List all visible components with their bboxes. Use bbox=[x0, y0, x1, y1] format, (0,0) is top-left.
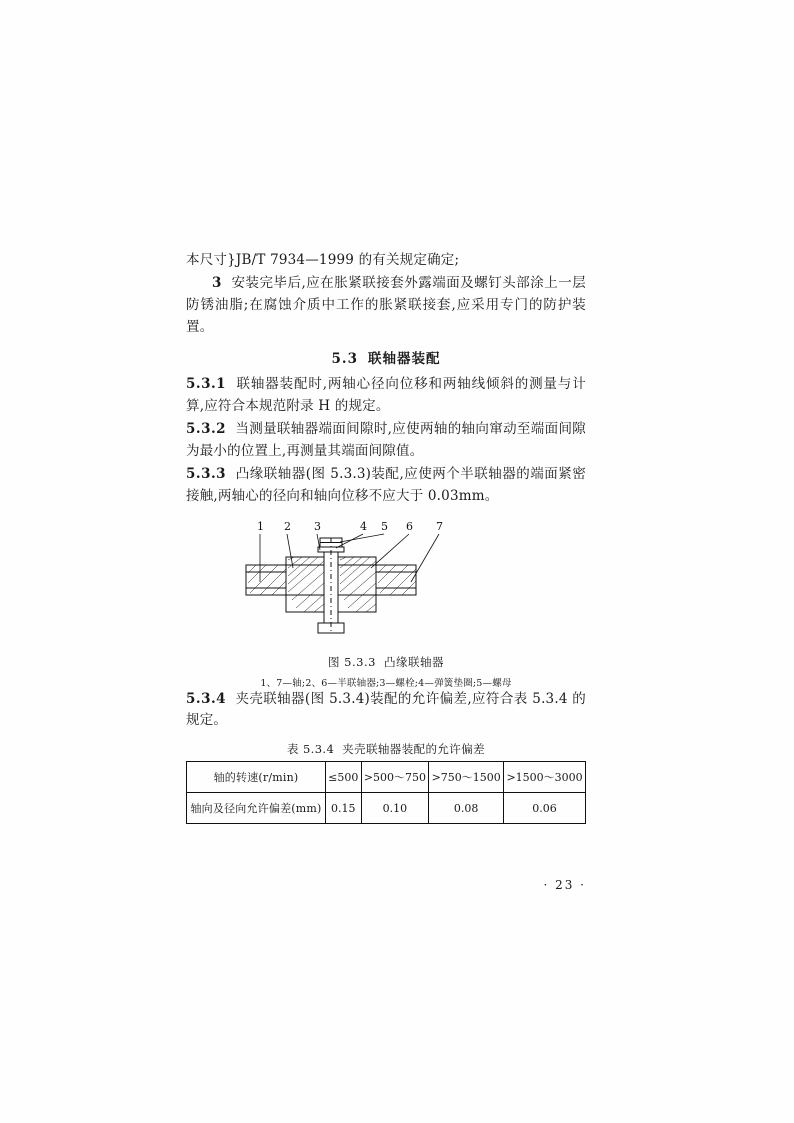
callout-1: 1 bbox=[257, 519, 264, 533]
clause-5-3-4-text: 夹壳联轴器(图 5.3.4)装配的允许偏差,应符合表 5.3.4 的规定。 bbox=[186, 690, 587, 729]
table-caption-number: 表 5.3.4 bbox=[286, 742, 335, 757]
table-cell: >500～750 bbox=[361, 762, 429, 793]
page-content bbox=[186, 250, 586, 824]
clause-5-3-4-number: 5.3.4 bbox=[186, 690, 227, 707]
section-number: 5.3 bbox=[331, 351, 358, 368]
figure-caption bbox=[186, 654, 586, 670]
clause-5-3-1-number: 5.3.1 bbox=[186, 376, 227, 393]
clause-5-3-2 bbox=[186, 419, 586, 463]
callout-2: 2 bbox=[284, 519, 291, 533]
figure-caption-title: 凸缘联轴器 bbox=[383, 654, 444, 669]
paragraph-item-3-text: 安装完毕后,应在胀紧联接套外露端面及螺钉头部涂上一层防锈油脂;在腐蚀介质中工作的胀紧联接套,应采用专门的防护装置。 bbox=[186, 274, 586, 335]
flange-coupling-drawing bbox=[236, 520, 536, 648]
table-cell: >1500～3000 bbox=[504, 762, 586, 793]
callout-5: 5 bbox=[381, 519, 388, 533]
table-cell: 0.06 bbox=[504, 793, 586, 824]
table-cell: ≤500 bbox=[326, 762, 362, 793]
tolerance-table bbox=[186, 761, 586, 824]
figure-legend: 1、7—轴;2、6—半联轴器;3—螺栓;4—弹簧垫圈;5—螺母 bbox=[260, 677, 512, 689]
section-heading-5-3 bbox=[186, 347, 586, 367]
clause-5-3-4 bbox=[186, 689, 586, 733]
table-cell: 0.08 bbox=[429, 793, 504, 824]
figure-caption-number: 图 5.3.3 bbox=[328, 654, 376, 669]
page-number: · 23 · bbox=[543, 878, 586, 892]
paragraph-dimension-ref: 本尺寸}JB/T 7934—1999 的有关规定确定; bbox=[186, 252, 460, 268]
table-row bbox=[187, 793, 586, 824]
paragraph-item-3 bbox=[186, 273, 586, 339]
callout-4: 4 bbox=[360, 519, 367, 533]
table-row-header: 轴的转速(r/min) bbox=[187, 762, 326, 793]
clause-5-3-3-text: 凸缘联轴器(图 5.3.3)装配,应使两个半联轴器的端面紧密接触,两轴心的径向和轴向位移不应大于 0.03mm。 bbox=[186, 465, 587, 504]
table-row bbox=[187, 762, 586, 793]
clause-5-3-1 bbox=[186, 374, 586, 418]
clause-5-3-3 bbox=[186, 464, 586, 508]
callout-6: 6 bbox=[406, 519, 413, 533]
callout-3: 3 bbox=[314, 519, 321, 533]
clause-5-3-1-text: 联轴器装配时,两轴心径向位移和两轴线倾斜的测量与计算,应符合本规范附录 H 的规定。 bbox=[186, 376, 586, 415]
table-row-header: 轴向及径向允许偏差(mm) bbox=[187, 793, 326, 824]
table-cell: 0.15 bbox=[326, 793, 362, 824]
callout-7: 7 bbox=[436, 519, 443, 533]
clause-5-3-3-number: 5.3.3 bbox=[186, 465, 227, 482]
paragraph-item-3-number: 3 bbox=[212, 274, 222, 291]
clause-5-3-2-text: 当测量联轴器端面间隙时,应使两轴的轴向窜动至端面间隙为最小的位置上,再测量其端面间隙值。 bbox=[186, 421, 586, 460]
clause-5-3-2-number: 5.3.2 bbox=[186, 421, 227, 438]
table-caption bbox=[186, 741, 586, 757]
table-cell: 0.10 bbox=[361, 793, 429, 824]
figure-flange-coupling bbox=[186, 520, 586, 689]
table-cell: >750～1500 bbox=[429, 762, 504, 793]
table-caption-title: 夹壳联轴器装配的允许偏差 bbox=[342, 742, 486, 757]
section-title: 联轴器装配 bbox=[368, 351, 441, 368]
